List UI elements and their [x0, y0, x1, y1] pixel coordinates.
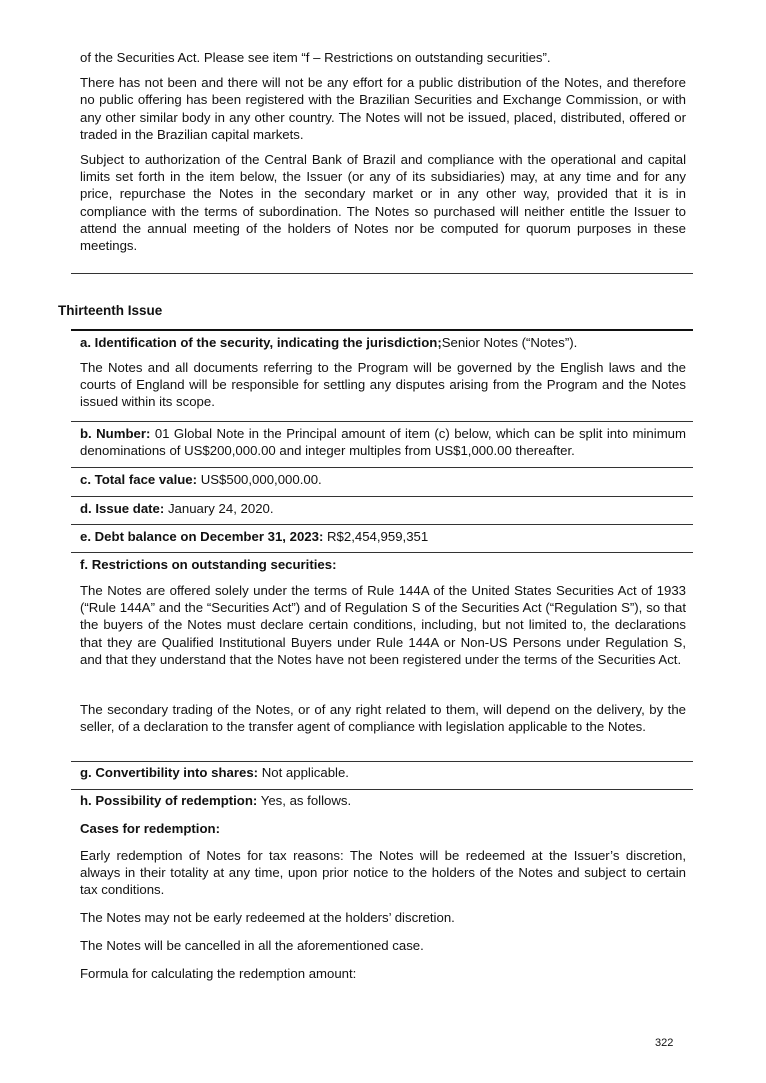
intro-paragraph-3: Subject to authorization of the Central Bank of Brazil and compliance with the operational and capital limits set forth in the item below, the Issuer (or any of its subsidiaries) may, at any time and for any price, repurchase the Notes in the secondary market or in any other way, provided that it is in compliance with the terms of subordination. The Notes so purchased will neither entitle the Issuer to attend the annual meeting of the holders of Notes nor be computed for quorum purposes in these meetings. — [80, 152, 686, 254]
item-e-label: e. Debt balance on December 31, 2023: — [80, 529, 324, 544]
item-d-label: d. Issue date: — [80, 501, 165, 516]
item-c-label: c. Total face value: — [80, 472, 198, 487]
item-a — [80, 334, 686, 351]
divider — [71, 496, 693, 497]
item-d — [80, 500, 686, 517]
cases-heading: Cases for redemption: — [80, 821, 220, 836]
divider — [71, 329, 693, 331]
item-f-text-1: The Notes are offered solely under the terms of Rule 144A of the United States Securities Act of 1933 (“Rule 144A” and the “Securities Act”) and of Regulation S of the Securities Act (“Regulation S”), so that the buyers of the Notes must declare certain conditions, including, but not limited to, the declarations that they are Qualified Institutional Buyers under Rule 144A or Non-US Persons under Regulation S, and that they understand that the Notes have not been registered under the terms of the Securities Act. — [80, 583, 686, 667]
item-d-value: January 24, 2020. — [167, 501, 274, 516]
item-b — [80, 425, 686, 459]
divider — [71, 421, 693, 422]
page-number: 322 — [655, 1037, 674, 1049]
item-h-cases — [80, 820, 686, 837]
divider — [71, 552, 693, 553]
item-h-text-4: Formula for calculating the redemption amount: — [80, 966, 357, 981]
item-a-value: Senior Notes (“Notes”). — [441, 335, 578, 350]
item-a-text: The Notes and all documents referring to the Program will be governed by the English laws and the courts of England will be responsible for settling any disputes arising from the Program and the Notes issued within its scope. — [80, 360, 686, 410]
intro-paragraph-1: of the Securities Act. Please see item “f – Restrictions on outstanding securities”. — [80, 50, 551, 65]
item-e — [80, 528, 686, 545]
item-g-label: g. Convertibility into shares: — [80, 765, 259, 780]
item-h-text-2: The Notes may not be early redeemed at the holders’ discretion. — [80, 910, 455, 925]
item-c — [80, 471, 686, 488]
item-f-text-2: The secondary trading of the Notes, or of any right related to them, will depend on the delivery, by the seller, of a declaration to the transfer agent of compliance with legislation applicable to the Notes. — [80, 702, 686, 735]
item-h-label: h. Possibility of redemption: — [80, 793, 258, 808]
item-h-value: Yes, as follows. — [260, 793, 352, 808]
item-h-text-1: Early redemption of Notes for tax reasons: The Notes will be redeemed at the Issuer’s discretion, always in their totality at any time, upon prior notice to the holders of the Notes and subject to certain tax conditions. — [80, 848, 686, 898]
item-a-label: a. Identification of the security, indicating the jurisdiction; — [80, 335, 442, 350]
item-b-value: 01 Global Note in the Principal amount of item (c) below, which can be split into minimum denominations of US$200,000.00 and integer multiples from US$1,000.00 thereafter. — [80, 426, 686, 459]
divider — [71, 273, 693, 274]
intro-paragraph-2: There has not been and there will not be any effort for a public distribution of the Notes, and therefore no public offering has been registered with the Brazilian Securities and Exchange Commission, or with any other similar body in any other country. The Notes will not be issued, placed, distributed, offered or traded in the Brazilian capital markets. — [80, 75, 686, 142]
intro-section — [80, 49, 686, 254]
item-g-value: Not applicable. — [261, 765, 349, 780]
item-e-value: R$2,454,959,351 — [327, 529, 429, 544]
section-title: Thirteenth Issue — [58, 303, 163, 318]
item-g — [80, 764, 686, 781]
divider — [71, 524, 693, 525]
item-h — [80, 792, 686, 809]
item-f-label: f. Restrictions on outstanding securities: — [80, 557, 337, 572]
divider — [71, 467, 693, 468]
item-h-text-3: The Notes will be cancelled in all the aforementioned case. — [80, 938, 424, 953]
item-b-label: b. Number: — [80, 426, 151, 441]
item-c-value: US$500,000,000.00. — [200, 472, 322, 487]
divider — [71, 789, 693, 790]
divider — [71, 761, 693, 762]
item-f — [80, 556, 686, 573]
